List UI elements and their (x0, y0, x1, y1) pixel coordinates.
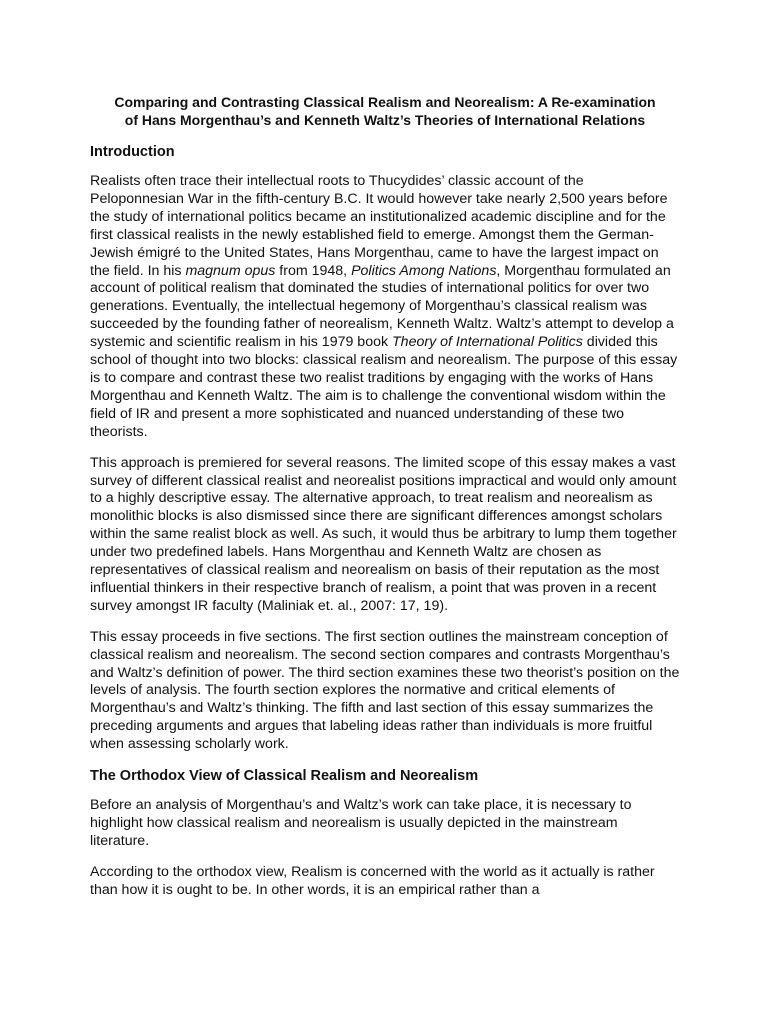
document-body (90, 93, 680, 913)
intro-paragraph-1-italic-book-title-2: Theory of International Politics (392, 334, 583, 351)
intro-paragraph-2: This approach is premiered for several reasons. The limited scope of this essay makes a vast survey of different classical realist and neorealist positions impractical and would only amount to a highly descriptive essay. The alternative approach, to treat realism and neorealism as monolithic blocks is also dismissed since there are significant differences amongst scholars within the same realist block as well. As such, it would thus be arbitrary to lump them together under two predefined labels. Hans Morgenthau and Kenneth Waltz are chosen as representatives of classical realism and neorealism on basis of their reputation as the most influential thinkers in their respective branch of realism, a point that was proven in a recent survey amongst IR faculty (Maliniak et. al., 2007: 17, 19). (90, 454, 677, 614)
intro-paragraph-1-italic-magnum-opus: magnum opus (185, 262, 276, 279)
document-title-line-1: Comparing and Contrasting Classical Realism and Neorealism: A Re-examination (114, 94, 656, 110)
section-heading-introduction: Introduction (90, 144, 175, 160)
intro-paragraph-1 (90, 173, 680, 442)
document-title (90, 93, 680, 129)
orthodox-paragraph-1: Before an analysis of Morgenthau’s and Waltz’s work can take place, it is necessary to highlight how classical realism and neorealism is usually depicted in the mainstream literature. (90, 797, 632, 849)
intro-paragraph-1-italic-book-title-1: Politics Among Nations (351, 262, 497, 279)
section-heading-orthodox-view: The Orthodox View of Classical Realism and Neorealism (90, 768, 479, 785)
intro-paragraph-1-part-d: divided this school of thought into two blocks: classical realism and neorealism. The purpose of this essay is to compare and contrast these two realist traditions by engaging with the works of Hans Morgenthau and Kenneth Waltz. The aim is to challenge the conventional wisdom within the field of IR and present a more sophisticated and nuanced understanding of these two theorists. (90, 334, 678, 440)
orthodox-paragraph-2: According to the orthodox view, Realism is concerned with the world as it actually is rather than how it is ought to be. In other words, it is an empirical rather than a (90, 863, 655, 898)
intro-paragraph-3: This essay proceeds in five sections. The first section outlines the mainstream conception of classical realism and neorealism. The second section compares and contrasts Morgenthau’s and Waltz’s definition of power. The third section examines these two theorist’s position on the levels of analysis. The fourth section explores the normative and critical elements of Morgenthau’s and Waltz’s thinking. The fifth and last section of this essay summarizes the preceding arguments and argues that labeling ideas rather than individuals is more fruitful when assessing scholarly work. (90, 628, 680, 753)
document-title-line-2: of Hans Morgenthau’s and Kenneth Waltz’s Theories of International Relations (124, 112, 646, 128)
intro-paragraph-1-part-a: Realists often trace their intellectual roots to Thucydides’ classic account of the Peloponnesian War in the fifth-century B.C. It would however take nearly 2,500 years before the study of international politics became an institutionalized academic discipline and for the first classical realists in the newly established field to emerge. Amongst them the German-Jewish émigré to the United States, Hans Morgenthau, came to have the largest impact on the field. In his (90, 173, 668, 279)
intro-paragraph-1-part-b: from 1948, (275, 262, 352, 279)
intro-paragraph-1-part-c: , Morgenthau formulated an account of political realism that dominated the studies of international politics for over two generations. Eventually, the intellectual hegemony of Morgenthau’s classical realism was succeeded by the founding father of neorealism, Kenneth Waltz. Waltz’s attempt to develop a systemic and scientific realism in his 1979 book (90, 262, 674, 351)
